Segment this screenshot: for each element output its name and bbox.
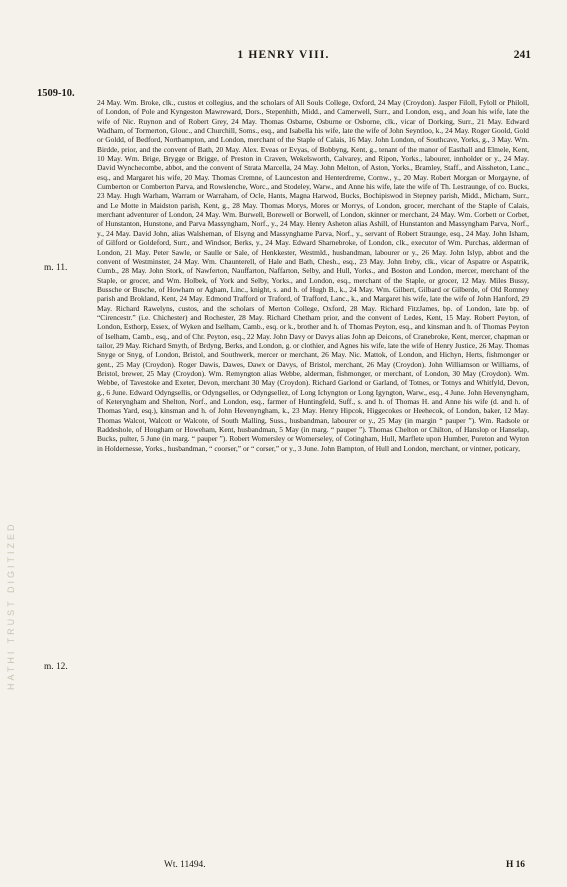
side-stamp-watermark: HATHI TRUST DIGITIZED (6, 521, 16, 690)
page-number: 241 (513, 49, 531, 61)
margin-note-m11: m. 11. (44, 263, 68, 273)
footer-signature-mark: Wt. 11494. (164, 860, 206, 870)
margin-note-m12: m. 12. (44, 662, 68, 672)
calendar-entries-text: 24 May. Wm. Broke, clk., custos et collegius, and the scholars of All Souls College, Oxford, 24 May (Croydon). Jasper Filoll, Fyloll or Philoll, of London, of Pole and Kyngeston Mawreward, Dors., Stepenhith, Midd., and Camerwell, Surr., and London, esq., and Joan his wife, late the wife of Nic. Ruynon and of Robert Grey, 24 May. Thomas Osbarne, Osburne or Osborne, clk., vicar of Dorking, Surr., 21 May. Edward Wadham, of Tormerton, Glouc., and Churchill, Soms., esq., and Isabella his wife, late the wife of John Seyntloo, k., 24 May. Roger Goold, Gold or Goldd, of Bedford, Northampton, and London, merchant of the Staple of Calais, 16 May. John London, of Southcave, Yorks, g., 3 May. Wm. Birdde, prior, and the convent of Bath, 20 May. Alex. Eveas or Evyas, of Bobbyng, Kent, g., tenant of the manor of Easthall and Elmele, Kent, 10 May. Wm. Brige, Brygge or Brigge, of Preston in Craven, Wekelsworth, Calvarey, and Ripon, Yorks., labourer, innholder or y., 24 May. David Wynchecombe, abbot, and the convent of Strata Marcella, 24 May. John Melton, of Aston, Yorks., Bramley, Staff., and Aissheton, Lanc., esq., and Margaret his wife, 20 May. Thomas Cremne, of Launceston and Henterdreme, Cornw., y., 20 May. Robert Morgan or Morgayne, of Cumberton or Comberton Parva, and Rowslenche, Worc., and Stodeley, Warw., and Anne his wife, late the wife of Th. Lestraunge, of co. Bucks, 23 May. Hugh Warham, Warram or Warraham, of Ocle, Hants, Magna Harwod, Bucks, Bochipiswod in Stepney parish, Midd., Micham, Surr., and Le Motte in Maidston parish, Kent, g., 28 May. Thomas Morys, Mores or Morrys, of London, grocer, merchant of the Staple of Calais, merchant adventurer of London, 24 May. Wm. Burwell, Borewell or Borwell, of London, skinner or merchant, 24 May. Wm. Corbett or Corbet, of Hunstanton, Hunstone, and Parva Massyngham, Norf., y., 24 May. Henry Asheton alias Ashill, of Hunstanton and Massyngham Parva, Norf., y., 24 May. David John, alias Walsheman, of Elsyng and Massynghame Parva, Norf., y., servant of Robert Straunge, esq., 24 May. John Isham, of Gilford or Goldeford, Surr., and Windsor, Berks, y., 24 May. Edward Sharnebroke, of London, clk., executor of Wm. Purchas, alderman of London, 21 May. Peter Sawle, or Saulle or Sale, of Henkkester, Westmld., husbandman, labourer or y., 26 May. John Islyp, abbot and the convent of Westminster, 24 May. Wm. Chaunterell, of Hale and Bath, Chesh., esq., 23 May. John Ireby, clk., vicar of Aspatre or Aspatrik, Cumb., 28 May. John Stork, of Nawferton, Nauffarton, Naffarton, Selby, and Hull, Yorks., and Boston and London, mercer, merchant of the Staple, or grocer, and Wm. Holbek, of York and Selby, Yorks., and London, esq., merchant of the Staple, or grocer, 12 May. Miles Bussy, Bussche or Busche, of Howham or Agham, Linc., knight, s. and h. of Hugh B., k., 24 May. Wm. Gilbert, Gilbard or Gilberde, of Old Romney parish and Brokland, Kent, 24 May. Edmond Trafford or Traford, of Trafford, Lanc., k., and Margaret his wife, late the wife of John Hanford, 29 May. Richard Rawelyns, custos, and the scholars of Merton College, Oxford, 28 May. Richard FitzJames, bp. of London, late bp. of “Cirencestr.” (i.e. Chichester) and Rochester, 28 May. Richard Chetham prior, and the convent of Ledes, Kent, 15 May. Robert Peyton, of London, Esthorp, Essex, of Wyken and Iselham, Camb., esq. or k., brother and h. of Thomas Peyton, esq., and kinsman and h. of Thomas Peyton of Iselham, Camb., esq., and of Chr. Peyton, esq., 22 May. John Davy or Davys alias John ap Deicons, of Cranebroke, Kent, mercer, chapman or tailor, 29 May. Richard Smyth, of Brdyng, Berks, and London, g. or clothier, and Agnes his wife, late the wife of Henry Justice, 26 May. Thomas Snyge or Snyg, of London, Bristol, and Southwerk, mercer or merchant, 26 May. Nic. Mattok, of London, and Hichyn, Herts, fishmonger or gent., 25 May (Croydon). Roger Dawis, Dawes, Dawx or Davys, of Bristol, merchant, 26 May (Croydon). John Williamson or Williams, of Bristol, brewer, 25 May (Croydon). Wm. Remyngton alias Webbe, alderman, fishmonger, or merchant, of London, 30 May (Croydon). Wm. Webbe, of Tavestoke and Exeter, Devon, merchant 30 May (Croydon). Richard Garlond or Garland, of Totnes, or Totnys and Whitfyld, Devon, g., 6 June. Edward Odyngsellis, or Odyngselles, or Odyngsellez, of Long Ichyngton or Long Igyngton, Warw., esq., 4 June. John Hevenyngham, of Keteryngham and Shelton, Norf., and London, esq., farmer of Huntingfeld, Suff., s. and h. of Thomas H. and Anne his wife (d. and h. of Thomas Yard, esq.), kinsman and h. of John Hevenyngham, k., 23 May. Henry Hipcok, Higgecokes or Heehecok, of London, baker, 12 May. Thomas Walcot, Walcott or Walcote, of South Malling, Suss., husbandman, labourer or y., 25 May (in margin “ pauper ”). Wm. Radsole or Raddeshole, of Hougham or Howeham, Kent, husbandman, 5 May (in marg. “ pauper ”). Thomas Chelton or Chilton, of Hanslop or Hanselap, Bucks, pulter, 5 June (in marg. “ pauper ”). Robert Womersley or Womerseley, of Cotingham, Hull, Marflete upon Humber, Pureton and Wyton in Holdernesse, Yorks., husbandman, “ coorser,” or “ corser,” or y., 3 June. John Bampton, of Hull and London, merchant, or vintner, poticary, (97, 98, 529, 453)
footer-gathering-mark: H 16 (505, 860, 525, 870)
running-title: 1 HENRY VIII. (237, 49, 330, 61)
year-heading: 1509-10. (37, 88, 75, 99)
